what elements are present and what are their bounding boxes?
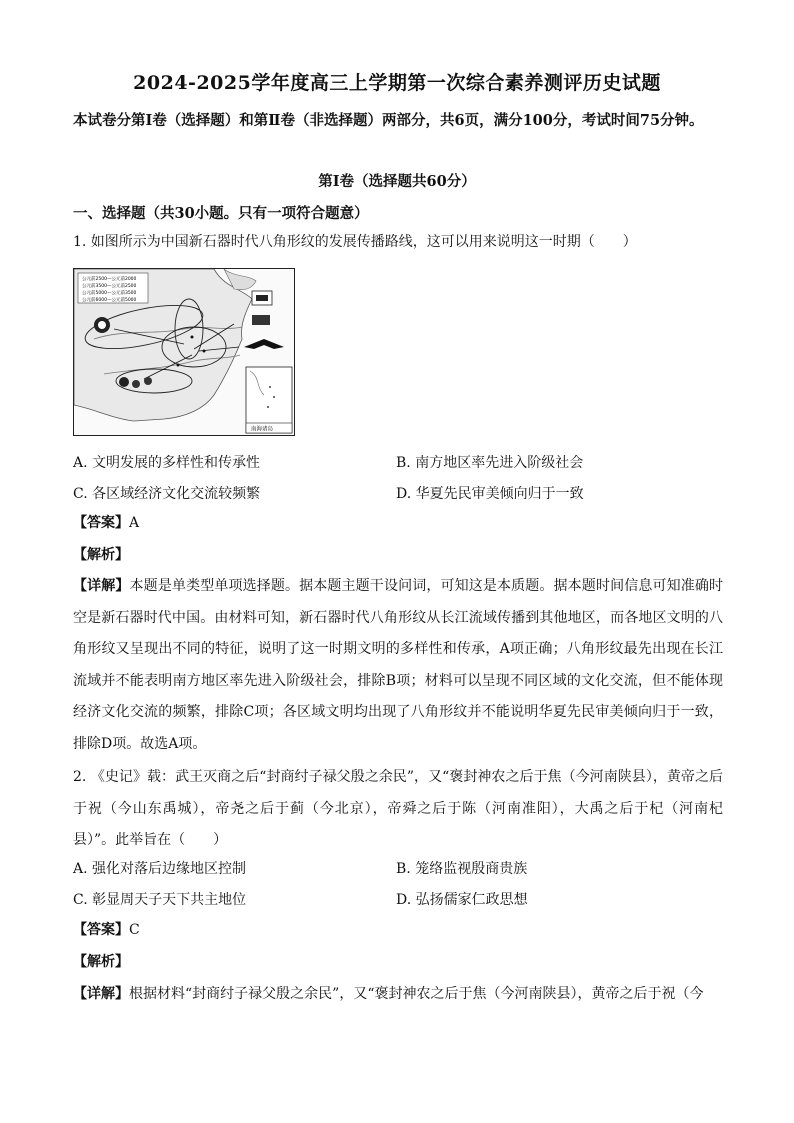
exam-title: 2024-2025学年度高三上学期第一次综合素养测评历史试题 <box>133 72 661 94</box>
part1-title: 第Ⅰ卷（选择题共60分） <box>318 173 476 190</box>
map-legend-2: 公元前3500—公元前2500 <box>82 284 137 289</box>
q2-detail <box>73 984 723 1004</box>
q1-answer-value: A <box>129 515 140 531</box>
q2-detail-text: 根据材料“封商纣子禄父殷之余民”，又“褒封神农之后于焦（今河南陕县），黄帝之后于祝（今 <box>129 986 704 1002</box>
map-legend-1: 公元前2500—公元前2000 <box>82 277 137 282</box>
q2-answer-label: 【答案】 <box>73 922 129 938</box>
q2-answer <box>73 920 723 940</box>
section1-title: 一、选择题（共30小题。只有一项符合题意） <box>73 205 369 222</box>
map-legend-3: 公元前5000—公元前3500 <box>82 291 137 296</box>
q1-option-c: C. 各区域经济文化交流较频繁 <box>73 486 261 502</box>
q2-stem: 2. 《史记》载：武王灭商之后“封商纣子禄父殷之余民”，又“褒封神农之后于焦（今河南陕县），黄帝之后于祝（今山东禹城），帝尧之后于蓟（今北京），帝舜之后于陈（河南准阳），大禹之后于杞（河南杞县）”。此举旨在（ ） <box>73 769 723 848</box>
q2-analysis-label: 【解析】 <box>73 954 129 970</box>
q1-analysis-label: 【解析】 <box>73 547 129 563</box>
map-legend-4: 公元前6000—公元前5000 <box>82 298 137 303</box>
exam-intro: 本试卷分第Ⅰ卷（选择题）和第Ⅱ卷（非选择题）两部分，共6页，满分100分，考试时间75分钟。 <box>73 112 704 129</box>
q1-map-figure <box>73 268 295 436</box>
q2-option-c: C. 彰显周天子天下共主地位 <box>73 892 247 908</box>
q1-option-a: A. 文明发展的多样性和传承性 <box>73 455 261 471</box>
q1-answer-label: 【答案】 <box>73 515 129 531</box>
q2-option-b: B. 笼络监视殷商贵族 <box>396 861 528 877</box>
map-inset-label: 南海诸岛 <box>251 426 274 433</box>
q1-stem: 1. 如图所示为中国新石器时代八角形纹的发展传播路线，这可以用来说明这一时期（ ） <box>73 234 637 250</box>
q1-detail-label: 【详解】 <box>73 578 130 594</box>
q2-answer-value: C <box>129 922 140 938</box>
q2-option-a: A. 强化对落后边缘地区控制 <box>73 861 247 877</box>
q2-detail-label: 【详解】 <box>73 986 129 1002</box>
q1-option-d: D. 华夏先民审美倾向归于一致 <box>396 486 584 502</box>
q1-detail <box>73 571 723 760</box>
q1-map-svg <box>74 269 294 435</box>
q1-detail-text: 本题是单类型单项选择题。据本题主题干设问词，可知这是本质题。据本题时间信息可知准确时空是新石器时代中国。由材料可知，新石器时代八角形纹从长江流域传播到其他地区，而各地区文明的八角形纹又呈现出不同的特征，说明了这一时期文明的多样性和传承，A项正确；八角形纹最先出现在长江流域并不能表明南方地区率先进入阶级社会，排除B项；材料可以呈现不同区域的文化交流，但不能体现经济文化交流的频繁，排除C项；各区域文明均出现了八角形纹并不能说明华夏先民审美倾向归于一致，排除D项。故选A项。 <box>73 578 724 752</box>
q1-answer <box>73 513 723 533</box>
q1-option-b: B. 南方地区率先进入阶级社会 <box>396 455 584 471</box>
q2-option-d: D. 弘扬儒家仁政思想 <box>396 892 528 908</box>
